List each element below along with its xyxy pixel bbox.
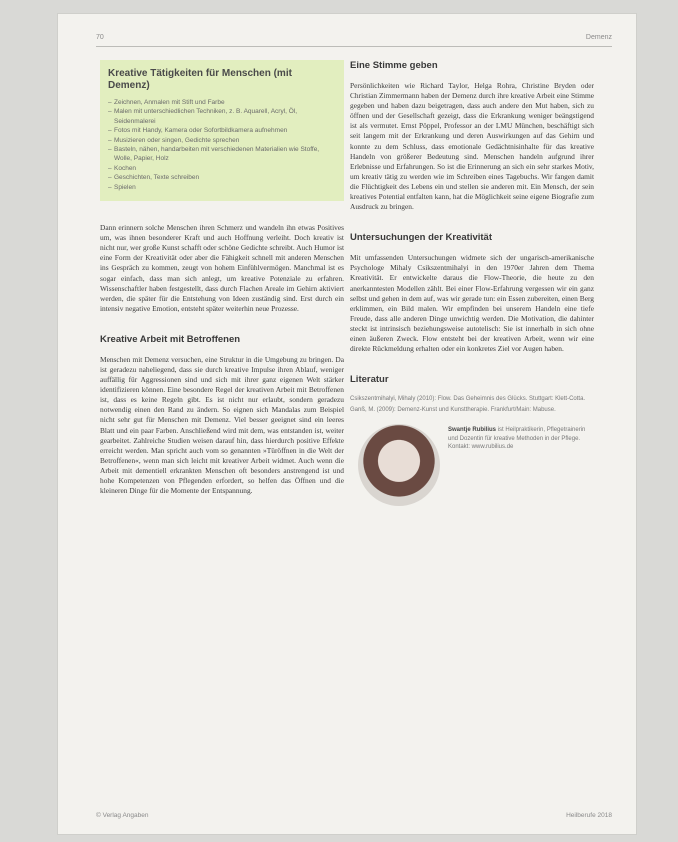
list-item: – Geschichten, Texte schreiben <box>108 173 336 182</box>
right-column <box>350 60 594 514</box>
left-column <box>100 60 344 496</box>
list-item: – Malen mit unterschiedlichen Techniken, z. B. Aquarell, Acryl, Öl, Seidenmalerei <box>108 107 336 126</box>
literature-heading: Literatur <box>350 374 389 386</box>
magazine-page <box>58 14 636 834</box>
list-item: – Kochen <box>108 164 336 173</box>
page-footer <box>96 812 612 824</box>
footer-right: Heilberufe 2018 <box>566 812 612 819</box>
section-heading: Eine Stimme geben <box>350 60 438 71</box>
author-photo <box>358 424 440 506</box>
footer-left: © Verlag Angaben <box>96 812 149 819</box>
list-item: – Spielen <box>108 183 336 192</box>
body-paragraph: Menschen mit Demenz versuchen, eine Struktur in die Umgebung zu bringen. Da ist geradezu naheliegend, dass sie durch kreative Impulse ihren Ablauf, weniger auffällig für Aggressionen sind und sich mit ihrer ganz eigenen Welt stärker identifizieren können. Eine besondere Regel der kreativen Arbeit mit Betroffenen ist, dass es keine Regeln gibt. Es ist nicht nur erlaubt, sondern geradezu notwendig einen den Rand zu ändern. So eignen sich Mandalas zum Beispiel nicht sehr gut für Menschen mit Demenz. Viel besser geeignet sind ein leeres Blatt und ein paar Farben. Anschließend wird mit dem, was entstanden ist, weiter gearbeitet. Zahlreiche Studien weisen darauf hin, dass hierdurch positive Effekte erreicht werden. Man spricht auch vom so genannten »Türöffnen in die Welt der Betroffenen«, wenn man sich leicht mit kreativer Arbeit widmet. Auch wenn die Arbeit mit dementiell erkrankten Menschen oft besonders anstrengend ist und hohe Kompetenzen von Pflegenden erfordert, so helfen das Öffnen und die kleineren Dinge für die Momente der Entspannung. <box>100 354 344 496</box>
author-bio <box>448 426 588 452</box>
list-item: – Musizieren oder singen, Gedichte sprechen <box>108 136 336 145</box>
list-item: – Zeichnen, Anmalen mit Stift und Farbe <box>108 98 336 107</box>
body-paragraph: Dann erinnern solche Menschen ihren Schmerz und wandeln ihn etwas Positives um, was ihnen besonderer Kraft und auch Hoffnung verleiht. Doch kreativ ist nicht nur, wer große Kunst schafft oder schöne Gedichte schreibt. Auch Humor ist eine Form der Kreativität oder aber die Fähigkeit schnell mit anderen Menschen ins Gespräch zu kommen, zeugt von hohem Einfühlvermögen. Manchmal ist es sogar einfach, dass man sich anlegt, um kreative Potenziale zu erfahren. Wissenschaftler haben festgestellt, dass durch Flachen Areale im Gehirn aktiviert werden, die später für die Entstehung von Ideen zuständig sind. Erst durch ein intensiv negative Emotion, entsteht später weiterhin neue Prozesse. <box>100 223 344 313</box>
info-box-list <box>108 98 336 192</box>
page-header <box>96 32 612 47</box>
page-number: 70 <box>96 34 104 41</box>
body-paragraph: Mit umfassenden Untersuchungen widmete sich der ungarisch-amerikanische Psychologe Mihaly Csikszentmihalyi in den 1970er Jahren dem Thema Kreativität. Er entwickelte daraus die Flow-Theorie, die heute zu den anerkanntesten Modellen zählt. Bei einer Flow-Erfahrung vergessen wir ein ganz selbst und gehen in dem auf, was wir gerade tun: ein Essen zubereiten, einen Berg erklimmen, ein Bild malen. Wir empfinden bei unserem Handeln eine tiefe Freude, dass alle anderen Dinge unwichtig werden. Die Motivation, die dahinter steckt ist intrinsisch beziehungsweise autotelisch: Sie ist innerhalb in sich ohne einen äußeren Zweck. Flow entsteht bei der kreativen Arbeit, wenn wir eine direkte Rückmeldung erhalten oder ein konkretes Ziel vor Augen haben. <box>350 253 594 354</box>
literature-item: Ganß, M. (2009): Demenz-Kunst und Kunsttherapie. Frankfurt/Main: Mabuse. <box>350 407 556 414</box>
author-name: Swantje Rubilius <box>448 427 497 434</box>
section-label: Demenz <box>585 34 612 41</box>
list-item: – Fotos mit Handy, Kamera oder Sofortbildkamera aufnehmen <box>108 126 336 135</box>
author-bio-text: ist Heilpraktikerin, Pflegetrainerin und Dozentin für kreative Methoden in der Pflege. Kontakt: www.rubilius.de <box>448 427 586 451</box>
body-paragraph: Persönlichkeiten wie Richard Taylor, Helga Rohra, Christine Bryden oder Christian Zimmermann haben der Demenz durch ihre kreative Arbeit eine Stimme gegeben und haben dazu beigetragen, dass auch andere den Mut haben, sich zu öffnen und der Gesellschaft gezeigt, dass die Erkrankung weniger beängstigend ist als vermutet. Ernst Pöppel, Professor an der LMU München, beschäftigt sich seit langem mit der Erkrankung und deren Auswirkungen auf das Gehirn und konnte zu dem Schluss, dass emotionale Gedächtnisinhalte für das kreative Handeln von größerer Bedeutung sind. Menschen handeln aufgrund ihrer Erlebnisse und Erfahrungen. So ist die Erinnerung an sich ein sehr starkes Motiv, um kreativ tätig zu werden wie im Schreiben eines Tagebuchs. Wir fangen damit die Flüchtigkeit des Lebens ein und stellen sie anderen mit. Ein Mensch, der sein kreatives Potential entfalten kann, hat die Möglichkeit seine eigene Biografie zum Ausdruck zu bringen. <box>350 81 594 212</box>
info-box <box>100 60 344 201</box>
list-item: – Basteln, nähen, handarbeiten mit verschiedenen Materialien wie Stoffe, Wolle, Papier, Holz <box>108 145 336 164</box>
info-box-title: Kreative Tätigkeiten für Menschen (mit Demenz) <box>108 68 292 91</box>
literature-item: Csikszentmihalyi, Mihaly (2010): Flow. Das Geheimnis des Glücks. Stuttgart: Klett-Cotta. <box>350 396 586 403</box>
section-heading: Kreative Arbeit mit Betroffenen <box>100 333 241 345</box>
section-heading: Untersuchungen der Kreativität <box>350 232 492 244</box>
author-block <box>350 424 594 514</box>
